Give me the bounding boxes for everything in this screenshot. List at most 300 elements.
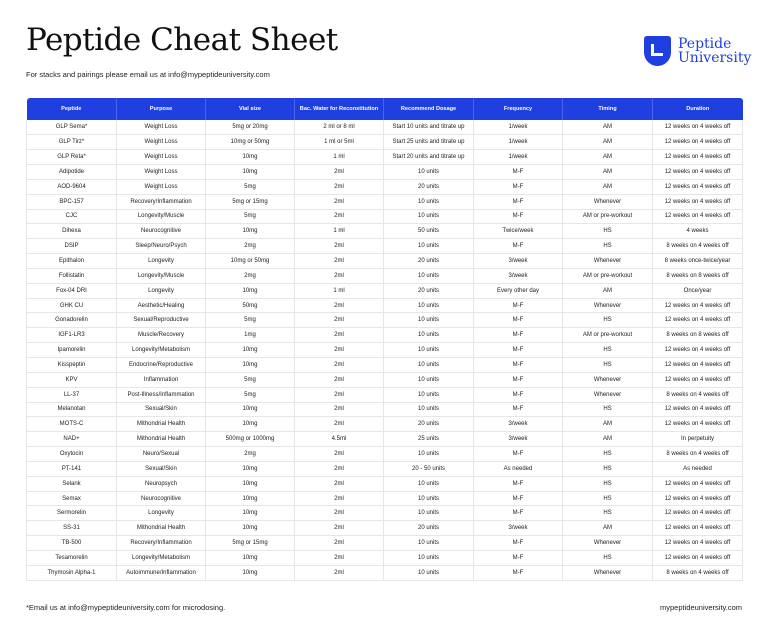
table-cell: CJC [27,209,117,224]
table-cell: Neurocognitive [117,491,206,506]
table-cell: 2ml [295,447,384,462]
table-cell: M-F [474,358,563,373]
table-cell: Autoimmune/Inflammation [117,565,206,580]
table-row [27,268,743,283]
table-cell: Start 20 units and titrate up [384,150,474,165]
table-cell: AOD-9604 [27,179,117,194]
table-cell: Weight Loss [117,150,206,165]
table-row [27,565,743,580]
table-cell: HS [563,461,653,476]
table-cell: 3/week [474,521,563,536]
table-cell: HS [563,313,653,328]
table-cell: AM [563,179,653,194]
brand-name-line2: University [678,50,752,66]
table-cell: 10 units [384,358,474,373]
table-row [27,254,743,269]
table-cell: 2ml [295,402,384,417]
table-row [27,328,743,343]
table-cell: 12 weeks on 4 weeks off [653,298,743,313]
table-cell: 12 weeks on 4 weeks off [653,179,743,194]
brand-name-line1: Peptide [678,36,732,52]
table-cell: Aesthetic/Healing [117,298,206,313]
table-cell: 20 units [384,254,474,269]
table-cell: 5mg or 15mg [206,194,295,209]
table-row [27,447,743,462]
table-cell: 1 ml [295,150,384,165]
table-cell: KPV [27,372,117,387]
table-cell: Follistatin [27,268,117,283]
table-cell: SS-31 [27,521,117,536]
table-cell: TB-500 [27,536,117,551]
table-row [27,550,743,565]
peptide-table [26,98,743,581]
table-cell: 2ml [295,179,384,194]
table-cell: AM [563,283,653,298]
table-cell: 12 weeks on 4 weeks off [653,506,743,521]
column-header: Vial size [206,98,295,120]
table-cell: NAD+ [27,432,117,447]
table-cell: Kisspeptin [27,358,117,373]
table-row [27,179,743,194]
table-cell: M-F [474,447,563,462]
table-cell: 10 units [384,209,474,224]
table-cell: 20 units [384,417,474,432]
table-cell: Ipamorelin [27,343,117,358]
table-row [27,521,743,536]
table-cell: 12 weeks on 4 weeks off [653,358,743,373]
table-cell: Twice/week [474,224,563,239]
table-cell: 2ml [295,461,384,476]
table-cell: Fox-04 DRI [27,283,117,298]
table-cell: 8 weeks on 8 weeks off [653,328,743,343]
table-cell: As needed [474,461,563,476]
table-cell: 8 weeks on 4 weeks off [653,239,743,254]
table-cell: Thymosin Alpha-1 [27,565,117,580]
table-cell: 4 weeks [653,224,743,239]
table-cell: Selank [27,476,117,491]
table-cell: 10 units [384,239,474,254]
table-cell: 12 weeks on 4 weeks off [653,550,743,565]
table-row [27,165,743,180]
table-cell: Neurocognitive [117,224,206,239]
table-cell: Start 10 units and titrate up [384,120,474,135]
table-cell: M-F [474,476,563,491]
table-cell: BPC-157 [27,194,117,209]
table-cell: Epithalon [27,254,117,269]
table-cell: M-F [474,402,563,417]
table-cell: 10 units [384,194,474,209]
table-header-row [27,98,743,120]
table-cell: M-F [474,298,563,313]
table-cell: 2mg [206,239,295,254]
table-cell: Whenever [563,254,653,269]
table-row [27,358,743,373]
table-cell: AM [563,521,653,536]
table-row [27,150,743,165]
table-cell: Weight Loss [117,165,206,180]
table-cell: 5mg or 20mg [206,120,295,135]
table-cell: Whenever [563,387,653,402]
table-cell: 10mg [206,417,295,432]
table-cell: 2ml [295,194,384,209]
table-cell: Every other day [474,283,563,298]
table-cell: PT-141 [27,461,117,476]
column-header: Duration [653,98,743,120]
table-row [27,417,743,432]
table-cell: 12 weeks on 4 weeks off [653,536,743,551]
table-cell: AM or pre-workout [563,328,653,343]
table-cell: 2ml [295,343,384,358]
table-cell: Whenever [563,536,653,551]
table-cell: Adipotide [27,165,117,180]
table-cell: 2ml [295,313,384,328]
shield-logo-icon [644,36,671,66]
table-cell: M-F [474,165,563,180]
table-row [27,298,743,313]
table-cell: 5mg [206,209,295,224]
table-row [27,283,743,298]
table-cell: 2 ml or 8 ml [295,120,384,135]
table-cell: AM or pre-workout [563,268,653,283]
table-cell: 8 weeks on 4 weeks off [653,565,743,580]
table-row [27,536,743,551]
table-cell: HS [563,358,653,373]
table-cell: Longevity/Muscle [117,209,206,224]
table-cell: Whenever [563,298,653,313]
table-cell: 1/week [474,150,563,165]
table-cell: Recovery/Inflammation [117,194,206,209]
table-cell: 5mg [206,313,295,328]
table-cell: 2ml [295,550,384,565]
table-cell: Start 25 units and titrate up [384,135,474,150]
table-cell: 10 units [384,447,474,462]
table-cell: Oxytocin [27,447,117,462]
table-cell: 10 units [384,328,474,343]
table-cell: 1 ml [295,224,384,239]
table-cell: 12 weeks on 4 weeks off [653,521,743,536]
table-cell: Sleep/Neuro/Psych [117,239,206,254]
table-cell: 12 weeks on 4 weeks off [653,417,743,432]
table-cell: Post-Illness/Inflammation [117,387,206,402]
table-cell: Weight Loss [117,120,206,135]
table-cell: 10 units [384,387,474,402]
table-cell: 1mg [206,328,295,343]
table-cell: 2mg [206,447,295,462]
table-cell: Whenever [563,372,653,387]
table-cell: 10 units [384,313,474,328]
footer-website: mypeptideuniversity.com [660,603,742,612]
table-row [27,135,743,150]
table-cell: M-F [474,372,563,387]
column-header: Peptide [27,98,117,120]
table-cell: 10mg [206,165,295,180]
table-cell: HS [563,476,653,491]
table-cell: 2ml [295,565,384,580]
table-cell: 8 weeks on 4 weeks off [653,447,743,462]
table-cell: Sexual/Reproductive [117,313,206,328]
table-row [27,476,743,491]
table-cell: M-F [474,550,563,565]
table-cell: HS [563,402,653,417]
table-cell: 5mg or 15mg [206,536,295,551]
table-cell: 2ml [295,239,384,254]
table-cell: 10 units [384,491,474,506]
table-row [27,209,743,224]
table-cell: 2ml [295,298,384,313]
table-cell: M-F [474,239,563,254]
table-cell: 10mg [206,476,295,491]
table-cell: 12 weeks on 4 weeks off [653,313,743,328]
table-cell: 20 units [384,521,474,536]
table-cell: AM [563,417,653,432]
table-cell: 12 weeks on 4 weeks off [653,150,743,165]
table-cell: 500mg or 1000mg [206,432,295,447]
table-row [27,239,743,254]
table-cell: Dihexa [27,224,117,239]
table-cell: 20 units [384,283,474,298]
table-cell: 3/week [474,417,563,432]
table-cell: 10mg [206,402,295,417]
table-row [27,120,743,135]
table-cell: M-F [474,565,563,580]
table-cell: AM [563,432,653,447]
table-cell: AM [563,165,653,180]
table-cell: 10mg [206,224,295,239]
table-cell: 3/week [474,254,563,269]
table-row [27,372,743,387]
table-cell: M-F [474,313,563,328]
table-cell: M-F [474,491,563,506]
column-header: Bac. Water for Reconstitution [295,98,384,120]
table-cell: Whenever [563,565,653,580]
table-cell: M-F [474,328,563,343]
table-row [27,343,743,358]
table-cell: Mithondrial Health [117,521,206,536]
table-cell: 8 weeks once-twice/year [653,254,743,269]
column-header: Recommend Dosage [384,98,474,120]
table-cell: GLP Sema* [27,120,117,135]
table-cell: HS [563,491,653,506]
table-cell: HS [563,506,653,521]
table-cell: 2ml [295,536,384,551]
peptide-table-container [26,98,742,581]
table-row [27,194,743,209]
table-cell: Tesamorelin [27,550,117,565]
table-cell: 2ml [295,268,384,283]
table-cell: HS [563,550,653,565]
table-cell: 20 units [384,179,474,194]
table-cell: In perpetuity [653,432,743,447]
table-cell: 2ml [295,254,384,269]
column-header: Timing [563,98,653,120]
table-cell: 50mg [206,298,295,313]
table-cell: AM [563,150,653,165]
table-cell: Longevity [117,254,206,269]
table-cell: M-F [474,343,563,358]
table-cell: 12 weeks on 4 weeks off [653,120,743,135]
table-cell: 10 units [384,476,474,491]
brand-name [678,37,751,65]
table-cell: M-F [474,387,563,402]
table-cell: 12 weeks on 4 weeks off [653,209,743,224]
table-cell: 10mg [206,565,295,580]
table-cell: Recovery/Inflammation [117,536,206,551]
table-cell: IGF1-LR3 [27,328,117,343]
table-cell: 10 units [384,402,474,417]
table-cell: 12 weeks on 4 weeks off [653,491,743,506]
table-cell: Gonadorelin [27,313,117,328]
table-cell: AM [563,135,653,150]
table-cell: 5mg [206,372,295,387]
table-cell: 10mg [206,343,295,358]
table-cell: Mithondrial Health [117,432,206,447]
table-cell: MOTS-C [27,417,117,432]
table-cell: 12 weeks on 4 weeks off [653,476,743,491]
table-cell: Sexual/Skin [117,461,206,476]
column-header: Frequency [474,98,563,120]
table-cell: 2ml [295,372,384,387]
table-cell: 10 units [384,343,474,358]
table-cell: Muscle/Recovery [117,328,206,343]
table-cell: 25 units [384,432,474,447]
table-cell: Mithondrial Health [117,417,206,432]
table-cell: AM [563,120,653,135]
table-cell: 2ml [295,491,384,506]
table-cell: Neuropsych [117,476,206,491]
table-cell: Weight Loss [117,135,206,150]
table-cell: Longevity [117,283,206,298]
table-cell: 10 units [384,165,474,180]
table-cell: 10mg [206,283,295,298]
table-cell: M-F [474,209,563,224]
table-cell: 10mg [206,550,295,565]
footer-note: *Email us at info@mypeptideuniversity.com for microdosing. [26,603,226,612]
table-cell: 10 units [384,536,474,551]
table-row [27,402,743,417]
table-cell: 1/week [474,120,563,135]
table-cell: 10mg [206,491,295,506]
table-cell: 12 weeks on 4 weeks off [653,343,743,358]
table-cell: HS [563,447,653,462]
table-cell: 10 units [384,372,474,387]
table-cell: 12 weeks on 4 weeks off [653,372,743,387]
table-cell: Longevity/Metabolism [117,343,206,358]
table-cell: Sexual/Skin [117,402,206,417]
table-cell: Once/year [653,283,743,298]
table-cell: 2ml [295,387,384,402]
table-cell: 2ml [295,209,384,224]
table-cell: Endocrine/Reproductive [117,358,206,373]
table-cell: 1 ml [295,283,384,298]
table-cell: 10mg [206,506,295,521]
page-subtitle: For stacks and pairings please email us at info@mypeptideuniversity.com [26,70,270,79]
table-cell: 1/week [474,135,563,150]
table-cell: 1 ml or 5ml [295,135,384,150]
table-cell: 10 units [384,268,474,283]
table-cell: M-F [474,506,563,521]
table-cell: 2ml [295,328,384,343]
table-cell: 5mg [206,179,295,194]
table-cell: Inflammation [117,372,206,387]
table-cell: HS [563,239,653,254]
table-cell: 10mg [206,521,295,536]
table-cell: 2ml [295,476,384,491]
table-cell: Longevity/Muscle [117,268,206,283]
column-header: Purpose [117,98,206,120]
table-cell: HS [563,224,653,239]
table-cell: 10mg [206,150,295,165]
table-row [27,224,743,239]
table-cell: 10 units [384,565,474,580]
table-cell: 2ml [295,417,384,432]
table-cell: 12 weeks on 4 weeks off [653,165,743,180]
page-title: Peptide Cheat Sheet [26,22,338,58]
table-cell: 2ml [295,165,384,180]
table-cell: Longevity/Metabolism [117,550,206,565]
table-cell: 50 units [384,224,474,239]
table-cell: 10 units [384,506,474,521]
table-cell: 20 - 50 units [384,461,474,476]
table-cell: 3/week [474,268,563,283]
table-cell: 8 weeks on 8 weeks off [653,268,743,283]
table-cell: Longevity [117,506,206,521]
table-cell: 10 units [384,298,474,313]
table-cell: 2ml [295,358,384,373]
table-cell: 10mg or 50mg [206,135,295,150]
table-cell: Semax [27,491,117,506]
table-row [27,491,743,506]
table-cell: Weight Loss [117,179,206,194]
table-cell: 10mg [206,461,295,476]
table-cell: M-F [474,194,563,209]
table-cell: 12 weeks on 4 weeks off [653,194,743,209]
table-cell: 2mg [206,268,295,283]
table-cell: 2ml [295,506,384,521]
table-cell: Neuro/Sexual [117,447,206,462]
table-cell: M-F [474,536,563,551]
table-cell: 10mg [206,358,295,373]
brand-logo [644,36,751,66]
table-cell: GLP Tirz* [27,135,117,150]
table-header [27,98,743,120]
table-row [27,506,743,521]
table-cell: 10mg or 50mg [206,254,295,269]
table-cell: Melanotan [27,402,117,417]
table-cell: 8 weeks on 4 weeks off [653,387,743,402]
table-cell: 5mg [206,387,295,402]
table-cell: 3/week [474,432,563,447]
table-cell: LL-37 [27,387,117,402]
table-cell: M-F [474,179,563,194]
table-row [27,432,743,447]
table-cell: As needed [653,461,743,476]
table-cell: 10 units [384,550,474,565]
table-row [27,313,743,328]
table-cell: GLP Reta* [27,150,117,165]
table-cell: GHK CU [27,298,117,313]
table-cell: HS [563,343,653,358]
table-row [27,461,743,476]
table-row [27,387,743,402]
table-cell: 4.5ml [295,432,384,447]
table-cell: 2ml [295,521,384,536]
table-cell: AM or pre-workout [563,209,653,224]
table-cell: 12 weeks on 4 weeks off [653,135,743,150]
table-cell: DSIP [27,239,117,254]
table-cell: Whenever [563,194,653,209]
table-cell: Sermorelin [27,506,117,521]
table-cell: 12 weeks on 4 weeks off [653,402,743,417]
